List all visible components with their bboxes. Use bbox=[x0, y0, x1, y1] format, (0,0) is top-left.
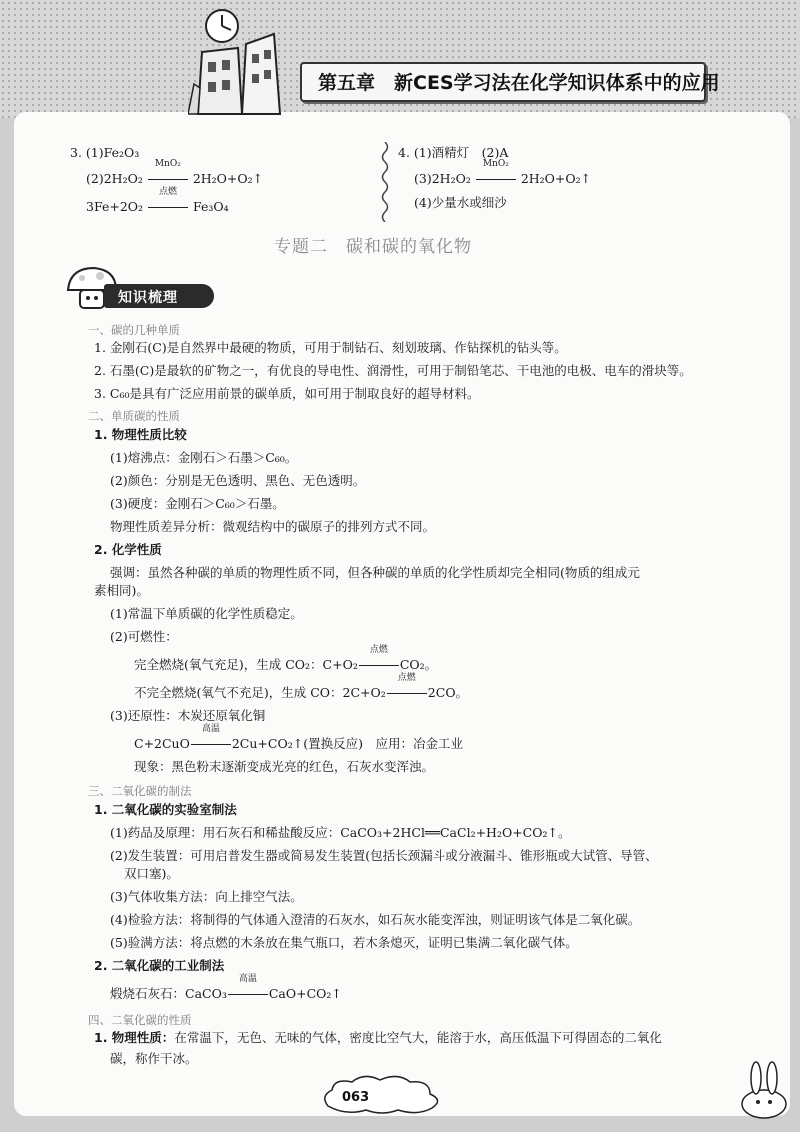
s3-lab-2-line-2: 双口塞)。 bbox=[124, 866, 179, 881]
s2-reduction-equation: C+2CuO 高温 2Cu+CO₂↑(置换反应) 应用：冶金工业 bbox=[134, 724, 463, 751]
s2-chem-1: (1)常温下单质碳的化学性质稳定。 bbox=[110, 606, 303, 621]
s2-phys-analysis: 物理性质差异分析：微观结构中的碳原子的排列方式不同。 bbox=[110, 519, 436, 534]
answer-3-equation: 3Fe+2O₂ 点燃 Fe₃O₄ bbox=[86, 187, 229, 214]
answer-4-part-4: (4)少量水或细沙 bbox=[414, 195, 507, 210]
section-4-title: 四、二氧化碳的性质 bbox=[88, 1013, 192, 1027]
bunny-illustration-icon bbox=[734, 1060, 794, 1120]
section-3-title: 三、二氧化碳的制法 bbox=[88, 784, 192, 798]
s2-chem-2: (2)可燃性： bbox=[110, 629, 178, 644]
s2-incomplete-combustion: 不完全燃烧(氧气不充足)，生成 CO：2C+O₂ 点燃 2CO。 bbox=[134, 673, 469, 700]
s3-lab-1: (1)药品及原理：用石灰石和稀盐酸反应：CaCO₃+2HCl══CaCl₂+H₂O+CO₂↑。 bbox=[110, 825, 571, 840]
answer-4-part-1: 4. (1)酒精灯 (2)A bbox=[398, 145, 509, 160]
section-badge-label: 知识梳理 bbox=[118, 290, 178, 306]
answer-4-part-3: (3)2H₂O₂ MnO₂ 2H₂O+O₂↑ bbox=[414, 159, 592, 186]
s2-phenomenon: 现象：黑色粉末逐渐变成光亮的红色，石灰水变浑浊。 bbox=[134, 759, 435, 774]
s3-lab-4: (4)检验方法：将制得的气体通入澄清的石灰水，如石灰水能变浑浊，则证明该气体是二氧化碳。 bbox=[110, 912, 641, 927]
s3-subtitle-lab: 1. 二氧化碳的实验室制法 bbox=[94, 802, 237, 817]
s2-complete-combustion: 完全燃烧(氧气充足)，生成 CO₂：C+O₂ 点燃 CO₂。 bbox=[134, 645, 438, 672]
s2-emphasis-line-1: 强调：虽然各种碳的单质的物理性质不同，但各种碳的单质的化学性质却完全相同(物质的组成元 bbox=[110, 565, 640, 580]
clock-building-illustration-icon bbox=[188, 4, 298, 116]
s4-physical-line-2: 碳，称作干冰。 bbox=[110, 1051, 198, 1066]
s3-subtitle-industry: 2. 二氧化碳的工业制法 bbox=[94, 958, 225, 973]
s2-chem-3: (3)还原性：木炭还原氧化铜 bbox=[110, 708, 266, 723]
topic-title: 专题二 碳和碳的氧化物 bbox=[274, 237, 472, 257]
s1-item-1: 1. 金刚石(C)是自然界中最硬的物质，可用于制钻石、刻划玻璃、作钻探机的钻头等。 bbox=[94, 340, 567, 355]
page-number-cloud-icon bbox=[318, 1072, 448, 1116]
s3-industry-equation: 煅烧石灰石：CaCO₃ 高温 CaO+CO₂↑ bbox=[110, 974, 342, 1001]
answer-3-part-1: 3. (1)Fe₂O₃ bbox=[70, 145, 140, 160]
s2-phys-2: (2)颜色：分别是无色透明、黑色、无色透明。 bbox=[110, 473, 366, 488]
s4-physical-line-1: 1. 物理性质：在常温下，无色、无味的气体，密度比空气大，能溶于水，高压低温下可得固态的二氧化 bbox=[94, 1030, 662, 1045]
s2-subtitle-chemical: 2. 化学性质 bbox=[94, 542, 162, 557]
s1-item-3: 3. C₆₀是具有广泛应用前景的碳单质，如可用于制取良好的超导材料。 bbox=[94, 386, 480, 401]
s2-phys-1: (1)熔沸点：金刚石＞石墨＞C₆₀。 bbox=[110, 450, 298, 465]
s2-subtitle-physical: 1. 物理性质比较 bbox=[94, 427, 187, 442]
s3-lab-5: (5)验满方法：将点燃的木条放在集气瓶口，若木条熄灭，证明已集满二氧化碳气体。 bbox=[110, 935, 578, 950]
chapter-title: 第五章 新CES学习法在化学知识体系中的应用 bbox=[318, 72, 720, 94]
s2-emphasis-line-2: 素相同)。 bbox=[94, 583, 149, 598]
s3-lab-3: (3)气体收集方法：向上排空气法。 bbox=[110, 889, 303, 904]
s1-item-2: 2. 石墨(C)是最软的矿物之一，有优良的导电性、润滑性，可用于制铅笔芯、干电池的电极、电车的滑块等。 bbox=[94, 363, 692, 378]
section-1-title: 一、碳的几种单质 bbox=[88, 323, 180, 337]
column-divider-squiggle bbox=[378, 142, 392, 222]
answer-3-part-2: (2)2H₂O₂ MnO₂ 2H₂O+O₂↑ bbox=[86, 159, 264, 186]
s3-lab-2-line-1: (2)发生装置：可用启普发生器或简易发生装置(包括长颈漏斗或分液漏斗、锥形瓶或大试管、导管、 bbox=[110, 848, 658, 863]
section-2-title: 二、单质碳的性质 bbox=[88, 409, 180, 423]
page-number: 063 bbox=[342, 1090, 370, 1105]
s2-phys-3: (3)硬度：金刚石＞C₆₀＞石墨。 bbox=[110, 496, 285, 511]
